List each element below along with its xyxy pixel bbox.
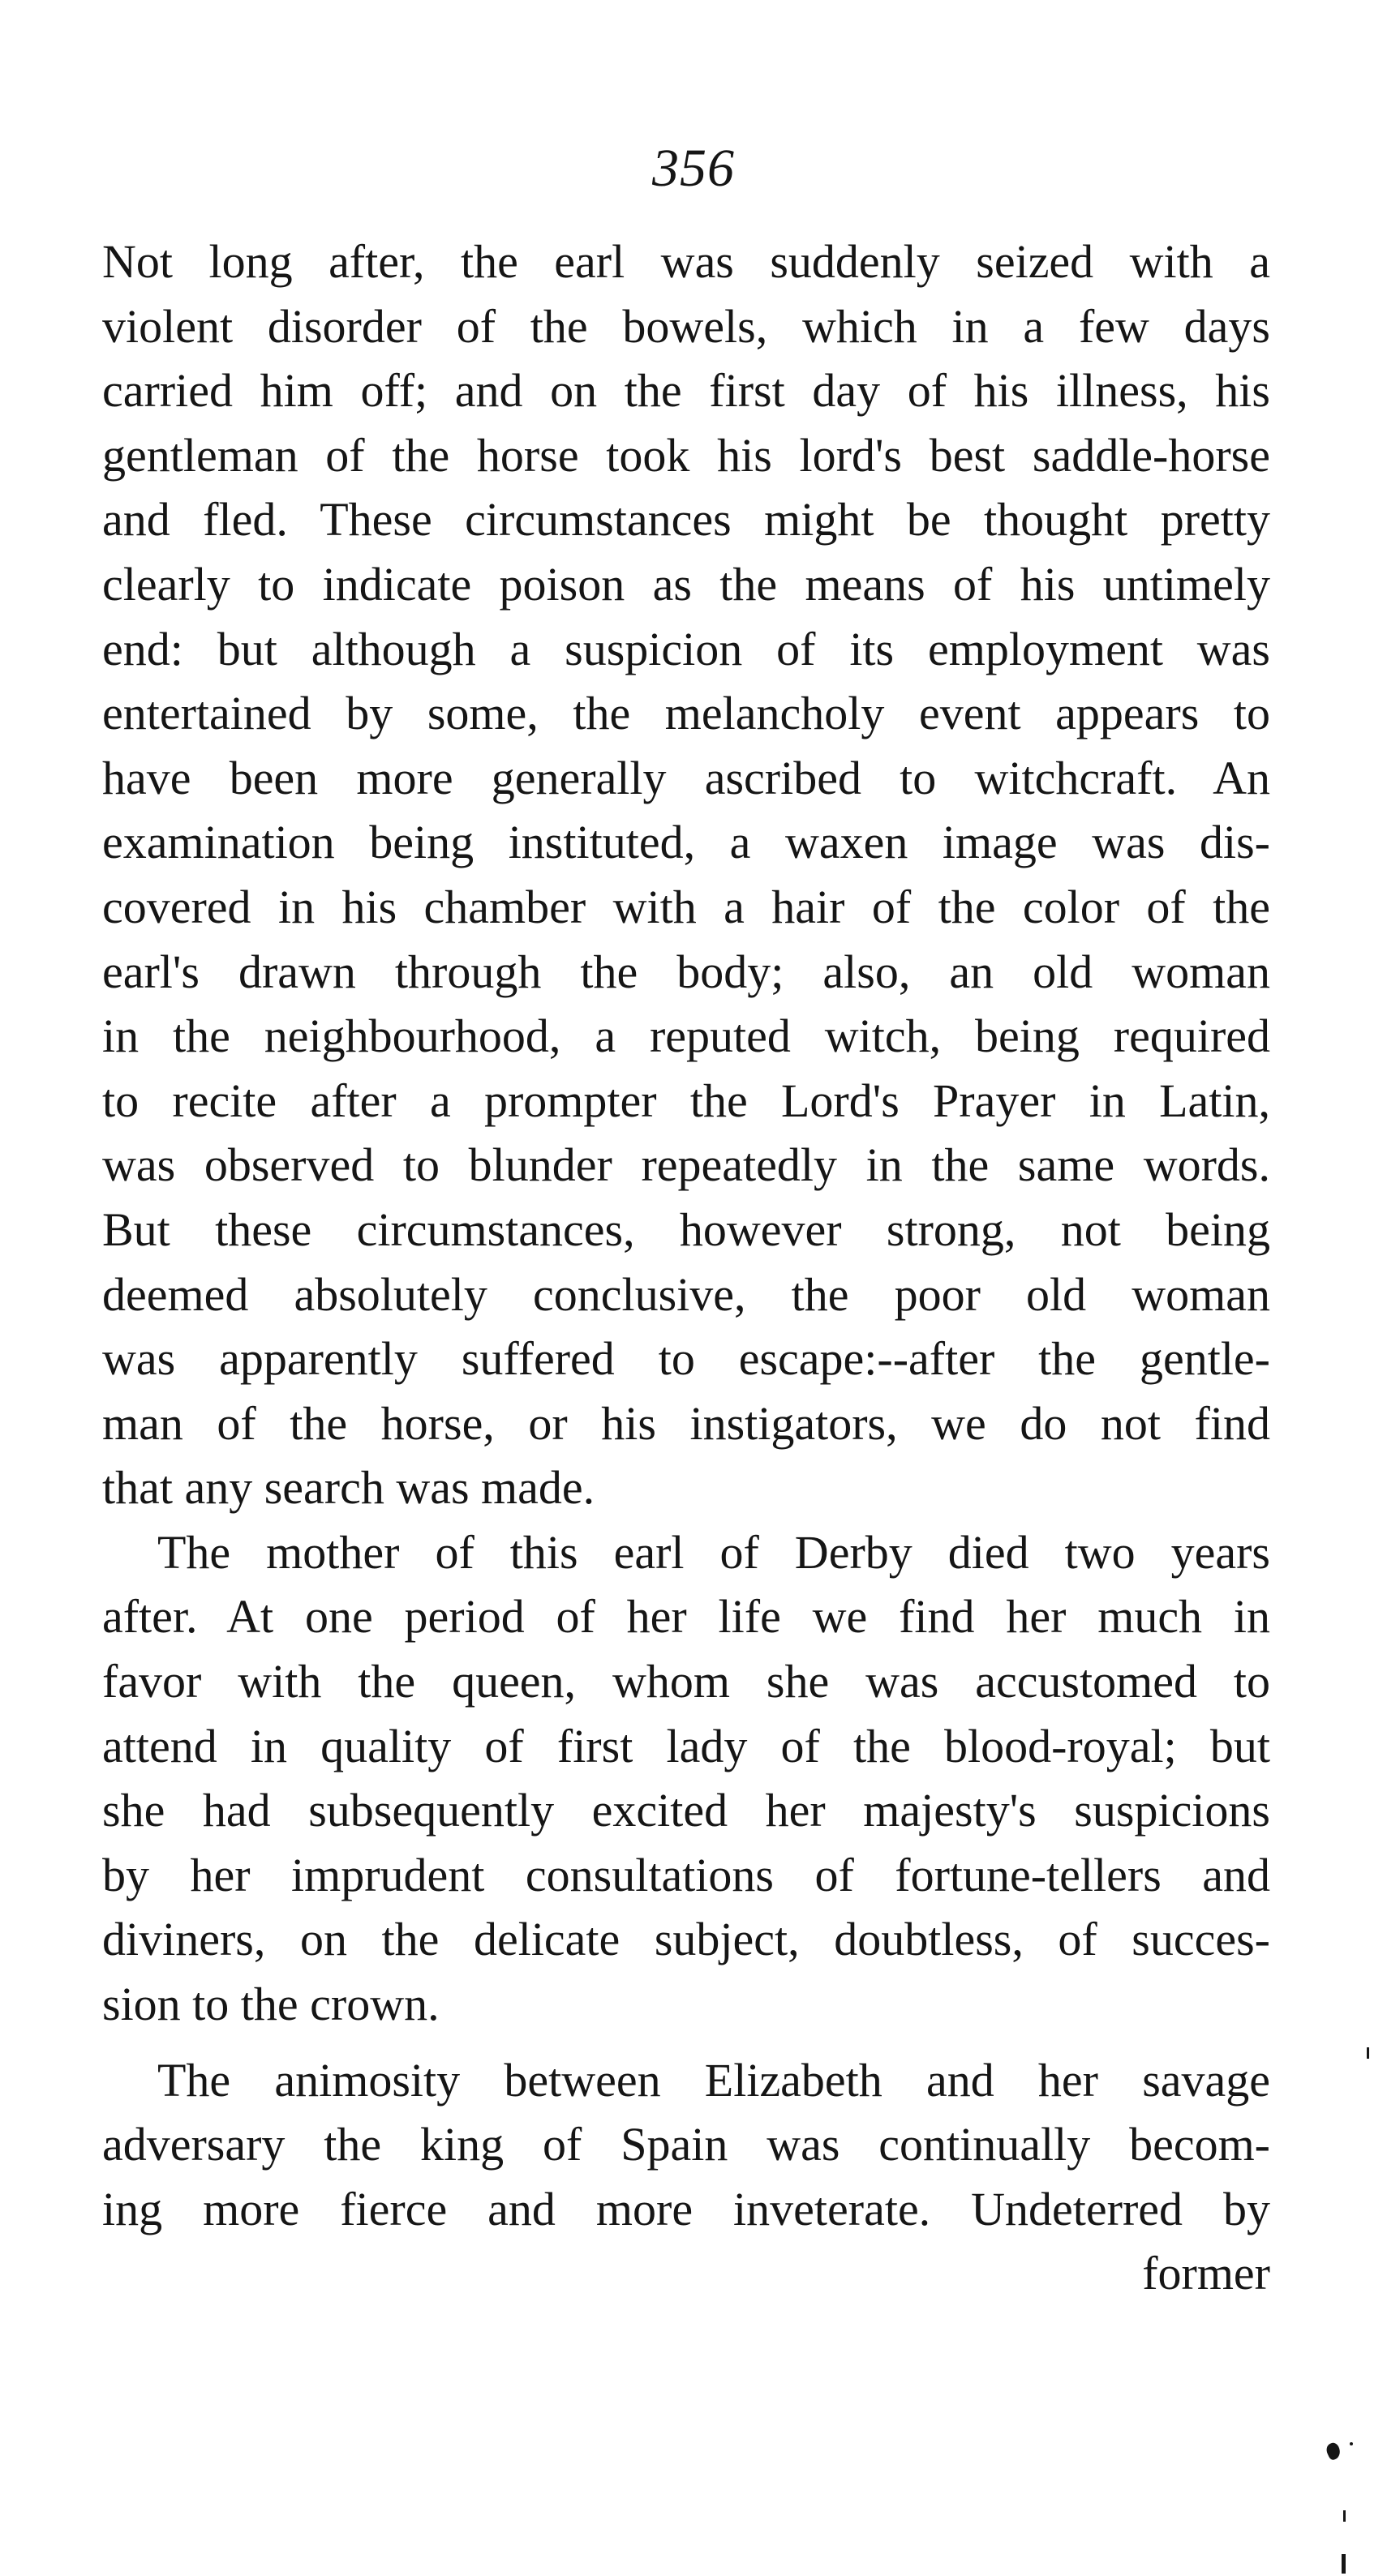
text-line: after. At one period of her life we find her much in [102,1590,1270,1644]
catchword: former [1142,2247,1270,2300]
body-text [102,229,1270,2306]
text-line: examination being instituted, a waxen image was dis- [102,816,1270,869]
text-line: and fled. These circumstances might be thought pretty [102,493,1270,546]
text-line: Not long after, the earl was suddenly seized with a [102,235,1270,288]
text-line: by her imprudent consultations of fortune-tellers and [102,1848,1270,1901]
paragraph-gap [102,2037,1270,2048]
text-line: The animosity between Elizabeth and her savage [157,2053,1270,2107]
text-line: violent disorder of the bowels, which in a few days [102,299,1270,353]
text-line: gentleman of the horse took his lord's best saddle-horse [102,428,1270,482]
text-line: covered in his chamber with a hair of the color of the [102,880,1270,933]
text-line: carried him off; and on the first day of his illness, his [102,364,1270,418]
scan-speck [1367,2047,1369,2059]
text-line: she had subsequently excited her majesty's suspicions [102,1784,1270,1837]
text-line: entertained by some, the melancholy event appears to [102,687,1270,740]
text-line: that any search was made. [102,1461,595,1515]
text-line: diviners, on the delicate subject, doubtless, of succes- [102,1913,1270,1966]
text-line: adversary the king of Spain was continually becom- [102,2118,1270,2171]
scan-speck [1342,2554,1346,2574]
text-line: was observed to blunder repeatedly in the same words. [102,1138,1270,1192]
text-line: The mother of this earl of Derby died two years [157,1525,1270,1579]
scan-speck [1325,2441,1343,2462]
text-line: have been more generally ascribed to witchcraft. An [102,751,1270,804]
text-line: earl's drawn through the body; also, an old woman [102,945,1270,998]
text-line: favor with the queen, whom she was accustomed to [102,1655,1270,1708]
text-line: deemed absolutely conclusive, the poor old woman [102,1267,1270,1321]
text-line: But these circumstances, however strong, not being [102,1202,1270,1256]
scan-speck [1343,2510,1346,2522]
text-line: ing more fierce and more inveterate. Undeterred by [102,2182,1270,2235]
page-number: 356 [652,139,735,198]
text-line: was apparently suffered to escape:--after the gentle- [102,1332,1270,1386]
text-line: in the neighbourhood, a reputed witch, being required [102,1009,1270,1063]
text-line: end: but although a suspicion of its employment was [102,622,1270,675]
text-line: sion to the crown. [102,1978,440,2031]
text-line: man of the horse, or his instigators, we do not find [102,1396,1270,1450]
text-line: to recite after a prompter the Lord's Prayer in Latin, [102,1074,1270,1127]
text-line: attend in quality of first lady of the blood-royal; but [102,1719,1270,1772]
text-line: clearly to indicate poison as the means of his untimely [102,557,1270,611]
scan-speck [1350,2442,1353,2445]
